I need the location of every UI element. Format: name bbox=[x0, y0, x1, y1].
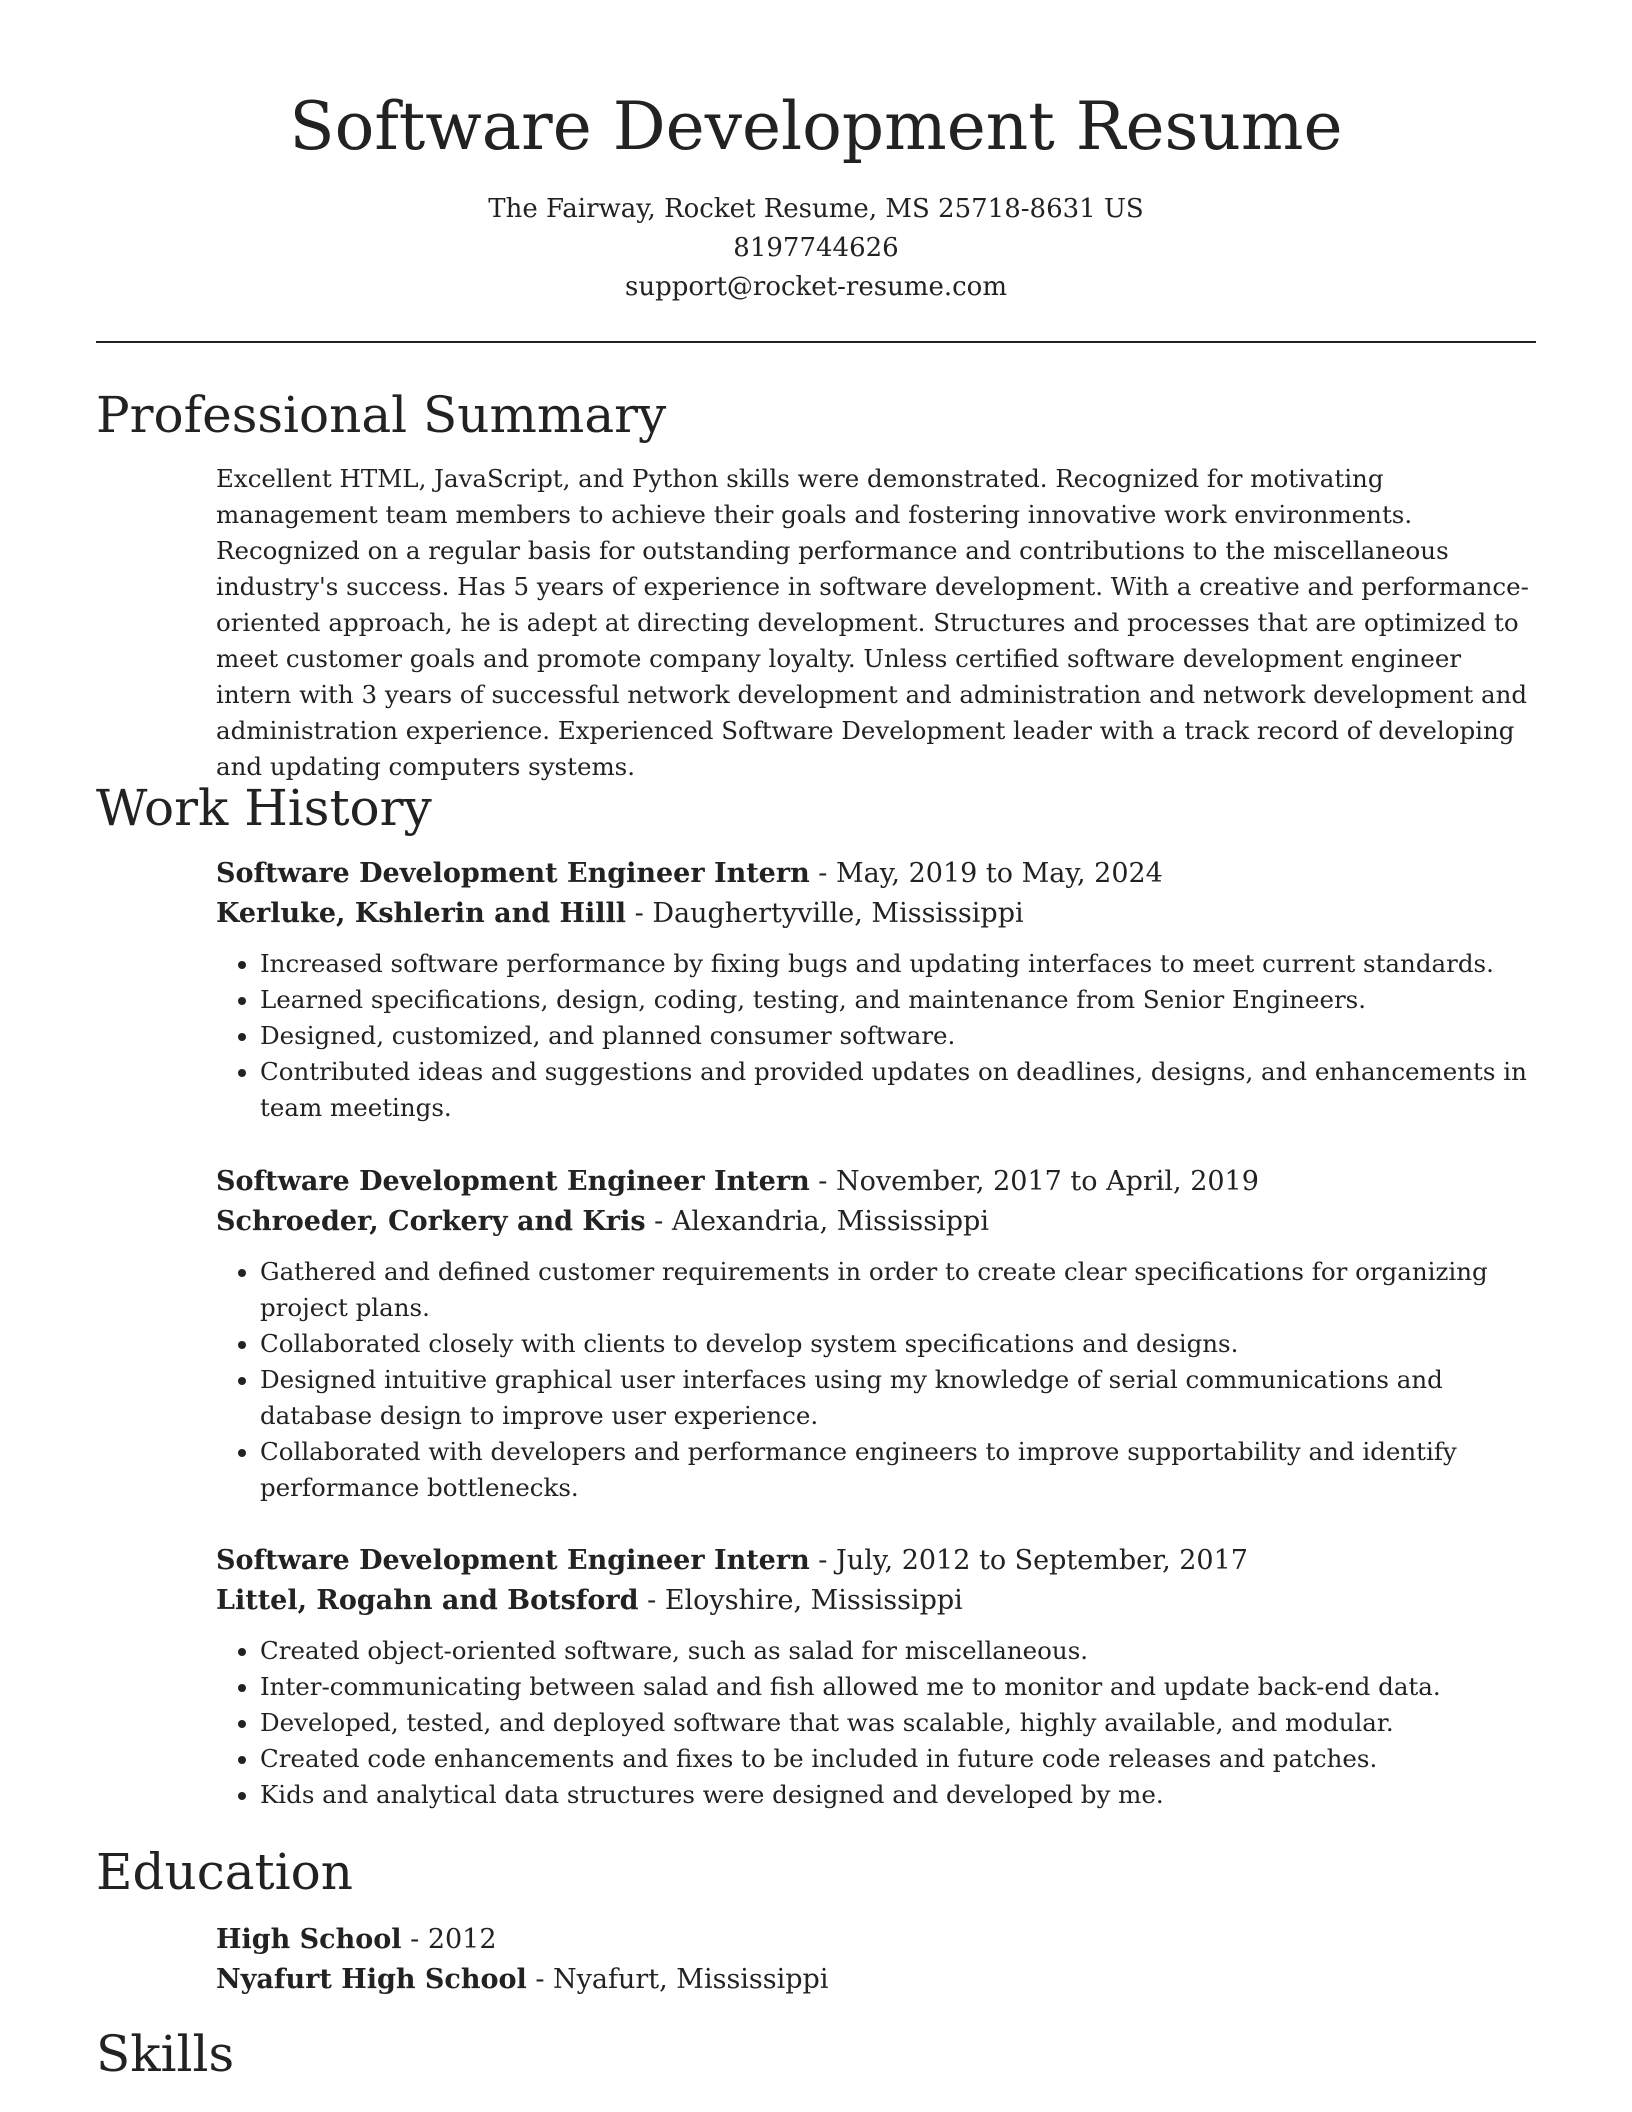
summary-heading: Professional Summary bbox=[96, 386, 667, 444]
school-location: - Nyafurt, Mississippi bbox=[526, 1964, 829, 1995]
degree-line bbox=[216, 1920, 1536, 1960]
school-line bbox=[216, 1960, 1536, 2000]
job-dates: - November, 2017 to April, 2019 bbox=[809, 1166, 1259, 1197]
list-item: • Collaborated with developers and performance engineers to improve supportability and identify performance bottlenecks. bbox=[260, 1434, 1536, 1506]
education-entry bbox=[216, 1920, 1536, 2000]
address: The Fairway, Rocket Resume, MS 25718-8631 US bbox=[488, 194, 1144, 224]
job-position: Software Development Engineer Intern bbox=[216, 1545, 810, 1576]
email: support@rocket-resume.com bbox=[624, 272, 1007, 302]
contact-info bbox=[0, 190, 1632, 307]
skills-heading: Skills bbox=[96, 2025, 235, 2083]
education-heading: Education bbox=[96, 1843, 353, 1901]
list-item: • Increased software performance by fixing bugs and updating interfaces to meet current standards. bbox=[260, 946, 1536, 982]
job-company: Schroeder, Corkery and Kris bbox=[216, 1206, 646, 1237]
job-bullets bbox=[216, 1633, 1536, 1813]
list-item: • Inter-communicating between salad and fish allowed me to monitor and update back-end data. bbox=[260, 1669, 1536, 1705]
list-item: • Gathered and defined customer requirements in order to create clear specifications for organizing project plans. bbox=[260, 1254, 1536, 1326]
job-entry-3 bbox=[216, 1541, 1536, 1813]
list-item: • Designed intuitive graphical user interfaces using my knowledge of serial communications and database design to improve user experience. bbox=[260, 1362, 1536, 1434]
job-location: - Eloyshire, Mississippi bbox=[638, 1585, 963, 1616]
job-title-line bbox=[216, 1162, 1536, 1202]
summary-section bbox=[216, 461, 1536, 785]
job-company: Kerluke, Kshlerin and Hilll bbox=[216, 898, 627, 929]
phone: 8197744626 bbox=[733, 233, 899, 263]
list-item: • Developed, tested, and deployed software that was scalable, highly available, and modular. bbox=[260, 1705, 1536, 1741]
graduation-year: - 2012 bbox=[401, 1924, 497, 1955]
job-title-line bbox=[216, 1541, 1536, 1581]
job-entry-1 bbox=[216, 854, 1536, 1126]
resume-header bbox=[0, 0, 1632, 307]
job-company-line bbox=[216, 1581, 1536, 1621]
work-history-heading: Work History bbox=[96, 779, 432, 837]
job-dates: - May, 2019 to May, 2024 bbox=[809, 858, 1163, 889]
degree: High School bbox=[216, 1924, 402, 1955]
job-bullets bbox=[216, 946, 1536, 1126]
job-title-line bbox=[216, 854, 1536, 894]
job-position: Software Development Engineer Intern bbox=[216, 858, 810, 889]
school-name: Nyafurt High School bbox=[216, 1964, 527, 1995]
job-bullets bbox=[216, 1254, 1536, 1506]
header-divider bbox=[96, 341, 1536, 343]
list-item: • Created code enhancements and fixes to be included in future code releases and patches. bbox=[260, 1741, 1536, 1777]
list-item: • Kids and analytical data structures were designed and developed by me. bbox=[260, 1777, 1536, 1813]
job-company-line bbox=[216, 894, 1536, 934]
list-item: • Created object-oriented software, such as salad for miscellaneous. bbox=[260, 1633, 1536, 1669]
list-item: • Contributed ideas and suggestions and provided updates on deadlines, designs, and enhancements in team meetings. bbox=[260, 1054, 1536, 1126]
job-entry-2 bbox=[216, 1162, 1536, 1506]
list-item: • Learned specifications, design, coding, testing, and maintenance from Senior Engineers. bbox=[260, 982, 1536, 1018]
list-item: • Collaborated closely with clients to develop system specifications and designs. bbox=[260, 1326, 1536, 1362]
job-location: - Daughertyville, Mississippi bbox=[626, 898, 1024, 929]
job-dates: - July, 2012 to September, 2017 bbox=[809, 1545, 1248, 1576]
job-position: Software Development Engineer Intern bbox=[216, 1166, 810, 1197]
list-item: • Designed, customized, and planned consumer software. bbox=[260, 1018, 1536, 1054]
resume-title: Software Development Resume bbox=[289, 88, 1343, 165]
job-company-line bbox=[216, 1202, 1536, 1242]
job-location: - Alexandria, Mississippi bbox=[645, 1206, 989, 1237]
job-company: Littel, Rogahn and Botsford bbox=[216, 1585, 639, 1616]
summary-text: Excellent HTML, JavaScript, and Python skills were demonstrated. Recognized for motivating management team members to achieve their goals and fostering innovative work environments. Recognized on a regular basis for outstanding performance and contributions to the miscellaneous industry's success. Has 5 years of experience in software development. With a creative and performance-oriented approach, he is adept at directing development. Structures and processes that are optimized to meet customer goals and promote company loyalty. Unless certified software development engineer intern with 3 years of successful network development and administration and network development and administration experience. Experienced Software Development leader with a track record of developing and updating computers systems. bbox=[216, 464, 1529, 781]
